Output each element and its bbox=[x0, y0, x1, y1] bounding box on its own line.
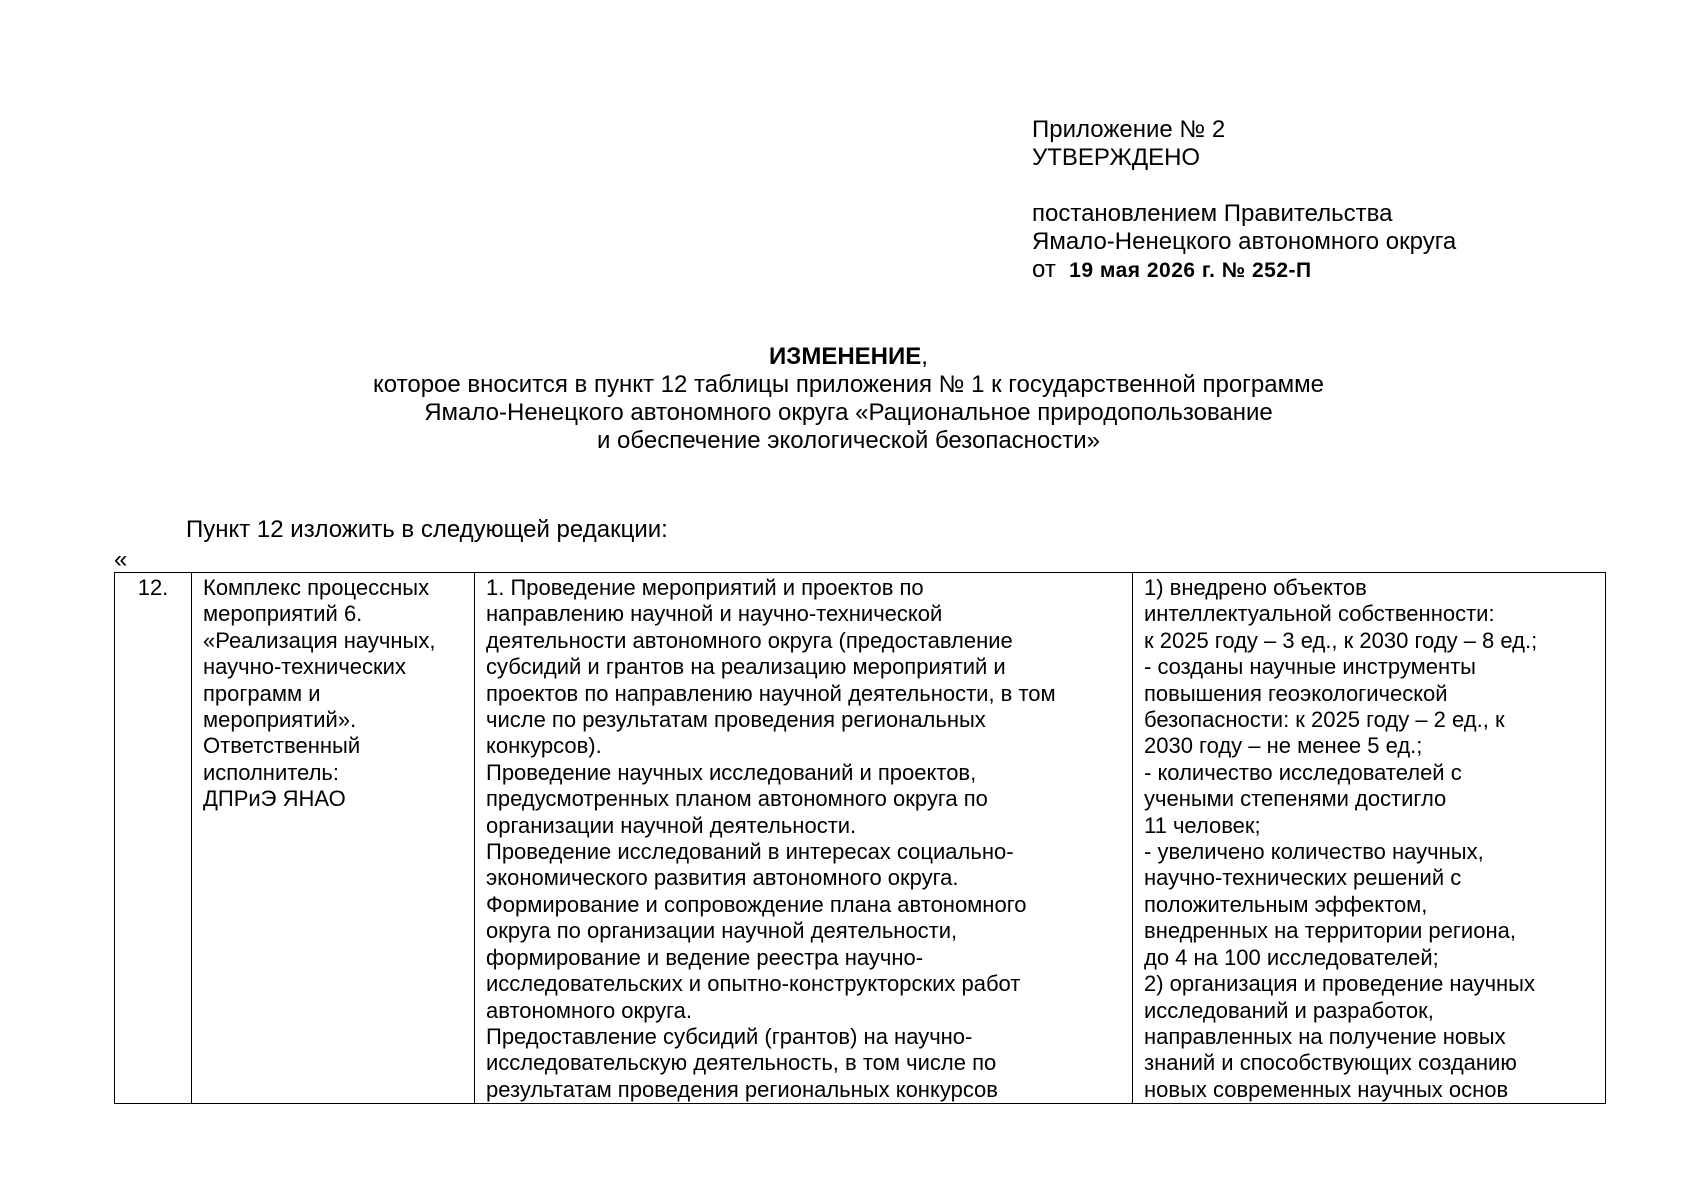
measures-line: 1. Проведение мероприятий и проектов по bbox=[486, 575, 924, 600]
results-line: 11 человек; bbox=[1144, 812, 1261, 838]
appendix-header bbox=[1032, 116, 1456, 285]
measures-line: проектов по направлению научной деятельности, в том bbox=[486, 680, 1056, 706]
results-line: знаний и способствующих созданию bbox=[1144, 1050, 1517, 1076]
measures-line: Формирование и сопровождение плана автономного bbox=[486, 891, 1027, 917]
measures-line: исследовательских и опытно-конструкторских работ bbox=[486, 971, 1021, 997]
heading-title-line bbox=[0, 343, 1697, 371]
complex-line: ДПРиЭ ЯНАО bbox=[203, 786, 346, 812]
row-number: 12. bbox=[137, 575, 169, 600]
results-line: положительным эффектом, bbox=[1144, 891, 1428, 917]
heading-line-2: Ямало-Ненецкого автономного округа «Рациональное природопользование bbox=[424, 399, 1273, 426]
results-line: к 2025 году – 3 ед., к 2030 году – 8 ед.; bbox=[1144, 627, 1538, 653]
measures-line: округа по организации научной деятельности, bbox=[486, 918, 958, 944]
results-line: - количество исследователей с bbox=[1144, 759, 1462, 785]
results-line: до 4 на 100 исследователей; bbox=[1144, 944, 1439, 970]
measures-line: числе по результатам проведения региональных bbox=[486, 707, 986, 733]
measures-line: экономического развития автономного округа. bbox=[486, 865, 959, 891]
decree-date-line bbox=[1032, 256, 1456, 285]
results-line: научно-технических решений с bbox=[1144, 865, 1462, 891]
results-line: учеными степенями достигло bbox=[1144, 786, 1447, 812]
complex-name-cell bbox=[192, 573, 475, 1104]
decree-date-number: 19 мая 2026 г. № 252-П bbox=[1069, 259, 1312, 282]
complex-line: Ответственный bbox=[203, 733, 361, 759]
measures-line: конкурсов). bbox=[486, 733, 602, 759]
measures-line: Предоставление субсидий (грантов) на научно- bbox=[486, 1023, 973, 1049]
results-line: внедренных на территории региона, bbox=[1144, 918, 1516, 944]
decree-line-1: постановлением Правительства bbox=[1032, 200, 1393, 227]
intro-paragraph: Пункт 12 изложить в следующей редакции: bbox=[186, 516, 668, 543]
heading-line-1: которое вносится в пункт 12 таблицы приложения № 1 к государственной программе bbox=[373, 371, 1324, 398]
results-line: - увеличено количество научных, bbox=[1144, 839, 1484, 865]
measures-cell bbox=[475, 573, 1133, 1104]
measures-line: Проведение исследований в интересах социально- bbox=[486, 839, 1014, 865]
measures-line: субсидий и грантов на реализацию мероприятий и bbox=[486, 654, 1006, 680]
results-line: новых современных научных основ bbox=[1144, 1076, 1509, 1102]
measures-line: автономного округа. bbox=[486, 997, 693, 1023]
complex-line: мероприятий 6. bbox=[203, 601, 363, 627]
heading-title: ИЗМЕНЕНИЕ bbox=[769, 343, 922, 370]
opening-quote-mark: « bbox=[114, 546, 128, 573]
measures-line: Проведение научных исследований и проектов, bbox=[486, 759, 977, 785]
complex-line: мероприятий». bbox=[203, 707, 357, 733]
results-line: - созданы научные инструменты bbox=[1144, 654, 1476, 680]
complex-line: программ и bbox=[203, 680, 321, 706]
measures-line: деятельности автономного округа (предоставление bbox=[486, 627, 1013, 653]
complex-line: исполнитель: bbox=[203, 759, 339, 785]
complex-line: Комплекс процессных bbox=[203, 575, 430, 600]
results-line: повышения геоэкологической bbox=[1144, 680, 1448, 706]
amendment-table bbox=[114, 572, 1606, 1104]
appendix-number: Приложение № 2 bbox=[1032, 116, 1226, 143]
complex-line: «Реализация научных, bbox=[203, 627, 436, 653]
measures-line: предусмотренных планом автономного округа по bbox=[486, 786, 988, 812]
heading-line-3: и обеспечение экологической безопасности» bbox=[596, 427, 1101, 454]
measures-line: формирование и ведение реестра научно- bbox=[486, 944, 924, 970]
measures-line: направлению научной и научно-технической bbox=[486, 601, 943, 627]
results-line: безопасности: к 2025 году – 2 ед., к bbox=[1144, 707, 1505, 733]
results-cell bbox=[1133, 573, 1606, 1104]
results-line: направленных на получение новых bbox=[1144, 1023, 1506, 1049]
measures-line: организации научной деятельности. bbox=[486, 812, 857, 838]
results-line: интеллектуальной собственности: bbox=[1144, 601, 1495, 627]
table-row bbox=[115, 573, 1606, 1104]
complex-line: научно-технических bbox=[203, 654, 406, 680]
measures-line: исследовательскую деятельность, в том числе по bbox=[486, 1050, 997, 1076]
heading-title-comma: , bbox=[921, 343, 928, 370]
results-line: 2) организация и проведение научных bbox=[1144, 971, 1535, 997]
results-line: 1) внедрено объектов bbox=[1144, 575, 1367, 600]
results-line: исследований и разработок, bbox=[1144, 997, 1434, 1023]
row-number-cell bbox=[115, 573, 192, 1104]
document-heading bbox=[0, 343, 1697, 455]
date-prefix: от bbox=[1032, 256, 1056, 283]
approved-label: УТВЕРЖДЕНО bbox=[1032, 144, 1201, 171]
results-line: 2030 году – не менее 5 ед.; bbox=[1144, 733, 1423, 759]
measures-line: результатам проведения региональных конкурсов bbox=[486, 1076, 998, 1102]
decree-line-2: Ямало-Ненецкого автономного округа bbox=[1032, 228, 1457, 255]
